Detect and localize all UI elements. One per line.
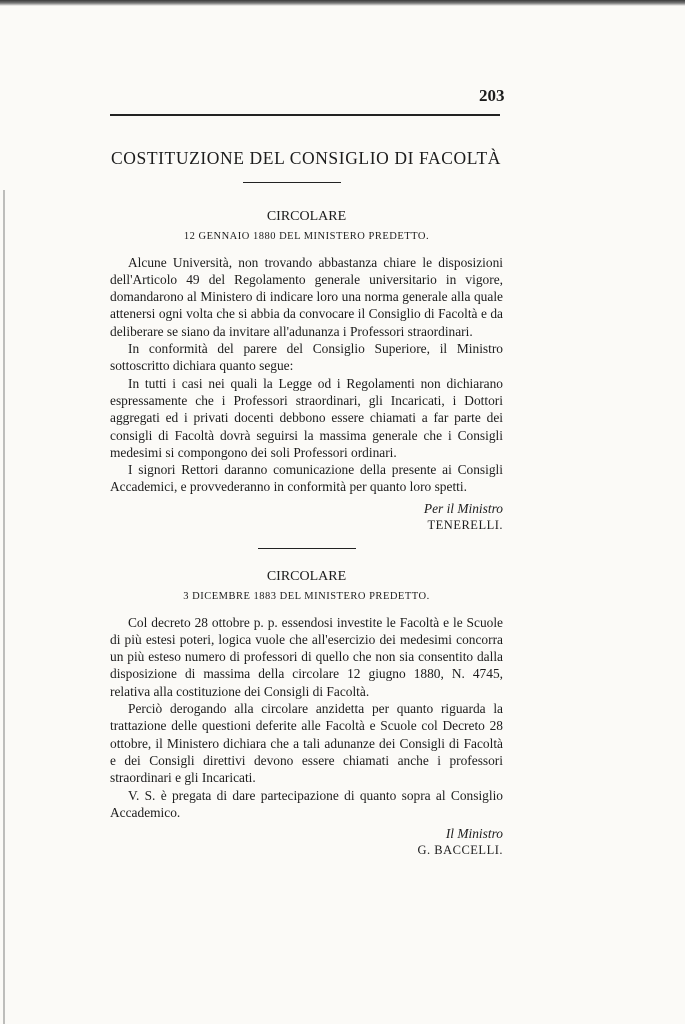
circular-2-signature — [110, 825, 503, 859]
circular-1-signature — [110, 500, 503, 534]
circular-1-heading: CIRCOLARE — [266, 209, 347, 224]
circular-2-heading: CIRCOLARE — [266, 569, 347, 584]
title-divider — [243, 182, 341, 183]
circular-2-paragraph: Perciò derogando alla circolare anzidetta per quanto riguarda la trattazione delle questioni deferite alle Facoltà e Scuole col Decreto 28 ottobre, il Ministero dichiara che a tali adunanze dei Consigli di Facoltà e dei Consigli direttivi devono essere chiamati anche i professori straordinari e gli Incaricati. — [110, 701, 503, 786]
signature-name: G. BACCELLI. — [417, 843, 503, 858]
circular-2 — [110, 568, 503, 859]
header-rule — [110, 114, 500, 116]
circular-2-paragraph: V. S. è pregata di dare partecipazione di quanto sopra al Consiglio Accademico. — [110, 787, 503, 820]
page-title: COSTITUZIONE DEL CONSIGLIO DI FACOLTÀ — [111, 148, 501, 168]
scan-top-edge — [0, 0, 685, 6]
circular-1-paragraph: In conformità del parere del Consiglio Superiore, il Ministro sottoscritto dichiara quanto segue: — [110, 341, 503, 374]
page-number: 203 — [479, 86, 505, 105]
signature-title: Per il Ministro — [423, 500, 503, 516]
signature-name: TENERELLI. — [427, 517, 503, 532]
circular-1-paragraph: Alcune Università, non trovando abbastanza chiare le disposizioni dell'Articolo 49 del Regolamento generale universitario in vigore, domandarono al Ministero di indicare loro una norma generale alla quale attenersi ogni volta che si abbia da convocare il Consiglio di Facoltà e da deliberare se siano da invitare all'adunanza i Professori straordinari. — [110, 254, 503, 339]
circular-1 — [110, 208, 503, 534]
signature-title: Il Ministro — [445, 826, 503, 842]
scan-left-edge — [3, 190, 5, 1024]
circular-1-date: 12 GENNAIO 1880 DEL MINISTERO PREDETTO. — [183, 231, 430, 243]
circular-2-date: 3 DICEMBRE 1883 DEL MINISTERO PREDETTO. — [183, 591, 430, 603]
section-divider — [258, 548, 356, 549]
circular-1-paragraph: In tutti i casi nei quali la Legge od i Regolamenti non dichiarano espressamente che i Professori straordinari, gli Incaricati, i Dottori aggregati ed i privati docenti debbono essere chiamati a far parte dei consigli di Facoltà dovrà seguirsi la massima generale che i Consigli medesimi si compongono dei soli Professori ordinari. — [110, 375, 503, 460]
circular-2-paragraph: Col decreto 28 ottobre p. p. essendosi investite le Facoltà e le Scuole di più estesi poteri, logica vuole che all'esercizio dei medesimi concorra un più esteso numero di professori di quello che non sia consentito dalla disposizione di massima della circolare 12 giugno 1880, N. 4745, relativa alla costituzione dei Consigli di Facoltà. — [110, 614, 503, 699]
circular-1-paragraph: I signori Rettori daranno comunicazione della presente ai Consigli Accademici, e provvederanno in conformità per quanto loro spetti. — [110, 462, 503, 495]
